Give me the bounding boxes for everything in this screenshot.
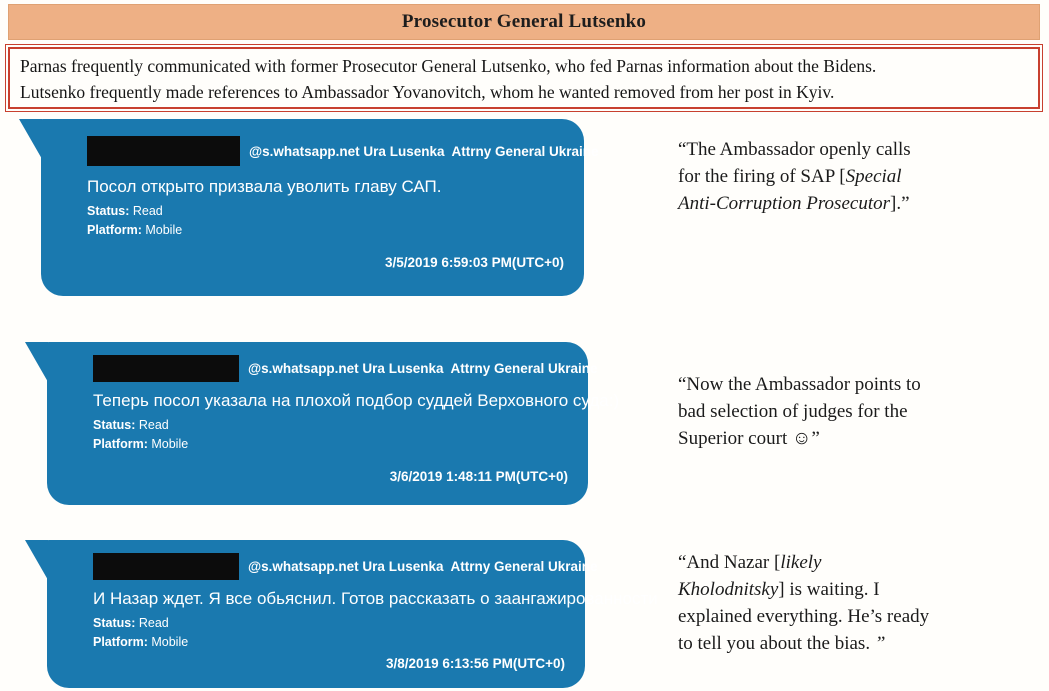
bubble-body	[47, 342, 620, 505]
chat-message-bubble	[19, 119, 599, 296]
intro-line: Lutsenko frequently made references to Ambassador Yovanovitch, whom he wanted removed from her post in Kyiv.	[20, 82, 835, 102]
timestamp: 3/5/2019 6:59:03 PM(UTC+0)	[385, 255, 564, 270]
status-row	[93, 616, 565, 630]
platform-label: Platform:	[93, 635, 148, 649]
platform-row	[93, 635, 565, 649]
bubble-body	[41, 119, 599, 296]
platform-value: Mobile	[147, 635, 189, 649]
platform-label: Platform:	[93, 437, 148, 451]
bubble-tail-icon	[25, 540, 48, 580]
platform-row	[87, 223, 564, 237]
redacted-sender-id	[87, 136, 240, 166]
sender-row	[93, 342, 598, 382]
status-value: Read	[135, 616, 169, 630]
timestamp: 3/6/2019 1:48:11 PM(UTC+0)	[389, 469, 568, 484]
platform-value: Mobile	[141, 223, 183, 237]
sender-label: @s.whatsapp.net Ura Lusenka Attrny General Ukraine	[248, 361, 598, 376]
redacted-sender-id	[93, 355, 239, 382]
platform-row	[93, 437, 568, 451]
sender-label: @s.whatsapp.net Ura Lusenka Attrny General Ukraine	[248, 559, 598, 574]
platform-label: Platform:	[87, 223, 142, 237]
sender-row	[87, 119, 599, 166]
translation-quote: “And Nazar [likely Kholodnitsky] is waiting. I explained everything. He’s ready to tell you about the bias. ”	[678, 552, 930, 654]
bubble-body	[47, 540, 658, 688]
status-label: Status:	[93, 418, 136, 432]
platform-value: Mobile	[147, 437, 189, 451]
page-title: Prosecutor General Lutsenko	[401, 11, 647, 32]
status-value: Read	[135, 418, 169, 432]
sender-label: @s.whatsapp.net Ura Lusenka Attrny General Ukraine	[249, 143, 599, 159]
translation-quote: “The Ambassador openly calls for the firing of SAP [Special Anti-Corruption Prosecutor].”	[678, 139, 911, 214]
intro-callout-box	[5, 44, 1043, 112]
message-text: И Назар ждет. Я все обьяснил. Готов рассказать о заангажированности	[93, 589, 658, 608]
status-row	[87, 204, 564, 218]
sender-row	[93, 540, 598, 580]
status-label: Status:	[93, 616, 136, 630]
timestamp: 3/8/2019 6:13:56 PM(UTC+0)	[386, 656, 565, 671]
message-text: Теперь посол указала на плохой подбор суддей Верховного суда:)	[93, 391, 620, 410]
intro-text	[8, 47, 1040, 109]
intro-line: Parnas frequently communicated with former Prosecutor General Lutsenko, who fed Parnas information about the Bidens.	[20, 56, 877, 76]
bubble-tail-icon	[25, 342, 48, 382]
chat-message-bubble	[25, 342, 620, 505]
status-row	[93, 418, 568, 432]
message-text: Посол открыто призвала уволить главу САП.	[87, 177, 442, 196]
section-title-bar	[8, 4, 1040, 40]
chat-message-bubble	[25, 540, 658, 688]
redacted-sender-id	[93, 553, 239, 580]
translation-quote: “Now the Ambassador points to bad selection of judges for the Superior court ☺”	[678, 374, 921, 449]
bubble-tail-icon	[19, 119, 42, 159]
status-label: Status:	[87, 204, 130, 218]
status-value: Read	[129, 204, 163, 218]
